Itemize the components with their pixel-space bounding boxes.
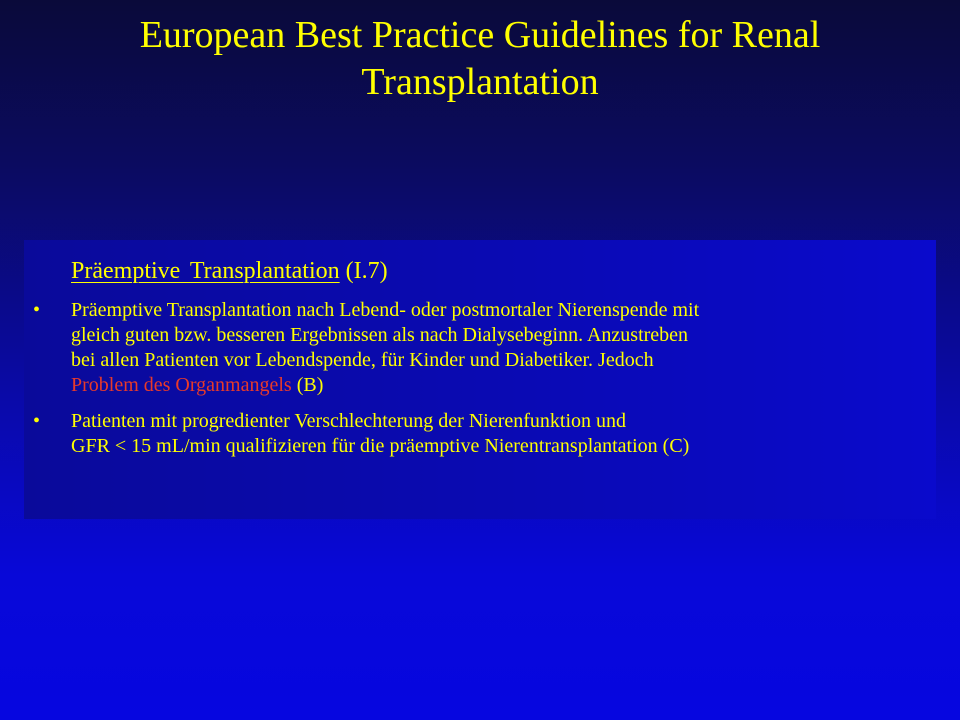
bullet-item-2 bbox=[24, 409, 924, 459]
organ-shortage-highlight: Problem des Organmangels bbox=[71, 374, 292, 396]
section-heading bbox=[71, 256, 388, 286]
slide-title-line-2: Transplantation bbox=[361, 61, 599, 103]
section-heading-ref: (I.7) bbox=[345, 258, 388, 284]
bullet-1-line-3: bei allen Patienten vor Lebendspende, für Kinder und Diabetiker. Jedoch bbox=[71, 349, 654, 371]
bullet-2-line-1: Patienten mit progredienter Verschlechterung der Nierenfunktion und bbox=[71, 410, 627, 432]
slide-title-line-1: European Best Practice Guidelines for Renal bbox=[139, 14, 821, 56]
bullet-icon: • bbox=[33, 299, 41, 321]
bullet-icon: • bbox=[33, 410, 41, 432]
bullet-1-line-1: Präemptive Transplantation nach Lebend- oder postmortaler Nierenspende mit bbox=[71, 299, 700, 321]
slide-title bbox=[0, 12, 960, 106]
section-heading-link[interactable]: Präemptive Transplantation bbox=[71, 258, 340, 284]
content-box bbox=[24, 240, 936, 519]
evidence-grade-b: (B) bbox=[296, 374, 324, 396]
bullet-list bbox=[24, 298, 924, 470]
bullet-2-line-2: GFR < 15 mL/min qualifizieren für die präemptive Nierentransplantation (C) bbox=[71, 435, 690, 457]
bullet-1-line-2: gleich guten bzw. besseren Ergebnissen als nach Dialysebeginn. Anzustreben bbox=[71, 324, 689, 346]
bullet-item-1 bbox=[24, 298, 924, 398]
